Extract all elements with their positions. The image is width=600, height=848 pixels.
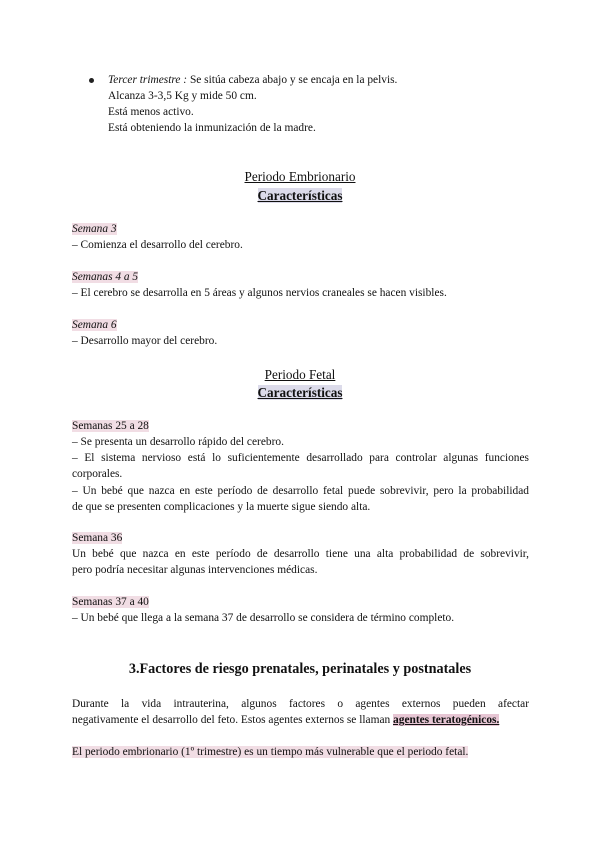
note-line: El periodo embrionario (1º trimestre) es un tiempo más vulnerable que el periodo fetal. (72, 746, 469, 758)
teratogenic-highlight: agentes teratogénicos. (393, 714, 500, 726)
embrionario-subtitle: Características (257, 188, 343, 203)
bullet-subline: Alcanza 3-3,5 Kg y mide 50 cm. (108, 90, 257, 102)
trimester-text: Se sitúa cabeza abajo y se encaja en la pelvis. (187, 74, 398, 86)
week-text: – Se presenta un desarrollo rápido del cerebro. (72, 436, 284, 448)
week-text: – Un bebé que llega a la semana 37 de desarrollo se considera de término completo. (72, 612, 455, 624)
week-text: de que se presenten complicaciones y la muerte sigue siendo alta. (72, 501, 371, 513)
week-text: – Desarrollo mayor del cerebro. (72, 335, 218, 347)
week-label: Semanas 25 a 28 (72, 420, 149, 432)
week-label: Semanas 37 a 40 (72, 596, 149, 608)
week-text: – Un bebé que nazca en este período de desarrollo fetal puede sobrevivir, pero la probabilidad (72, 485, 529, 497)
paragraph-line: Durante la vida intrauterina, algunos factores o agentes externos pueden afectar (72, 698, 529, 710)
week-text: – El sistema nervioso está lo suficientemente desarrollado para controlar algunas funciones (72, 452, 529, 464)
week-label: Semana 3 (72, 223, 117, 235)
fetal-subtitle: Características (257, 385, 343, 400)
bullet-subline: Está menos activo. (108, 106, 194, 118)
paragraph-line: negativamente el desarrollo del feto. Estos agentes externos se llaman agentes teratogénicos. (72, 714, 500, 726)
bullet-icon (89, 78, 94, 83)
week-text: Un bebé que nazca en este período de desarrollo tiene una alta probabilidad de sobrevivir, (72, 548, 529, 560)
fetal-subtitle-wrap (0, 384, 600, 402)
week-label: Semana 6 (72, 319, 117, 331)
week-label: Semana 36 (72, 532, 123, 544)
section-heading: 3.Factores de riesgo prenatales, perinatales y postnatales (128, 661, 472, 677)
embrionario-title: Periodo Embrionario (244, 169, 356, 184)
week-text: – El cerebro se desarrolla en 5 áreas y algunos nervios craneales se hacen visibles. (72, 287, 447, 299)
week-text: – Comienza el desarrollo del cerebro. (72, 239, 243, 251)
fetal-title: Periodo Fetal (264, 367, 336, 382)
week-text: pero podría necesitar algunas intervenciones médicas. (72, 564, 318, 576)
bullet-subline: Está obteniendo la inmunización de la madre. (108, 122, 316, 134)
bullet-line (108, 72, 397, 88)
week-text: corporales. (72, 468, 123, 480)
week-label: Semanas 4 a 5 (72, 271, 139, 283)
trimester-label: Tercer trimestre : (108, 74, 188, 86)
embrionario-subtitle-wrap (0, 187, 600, 205)
